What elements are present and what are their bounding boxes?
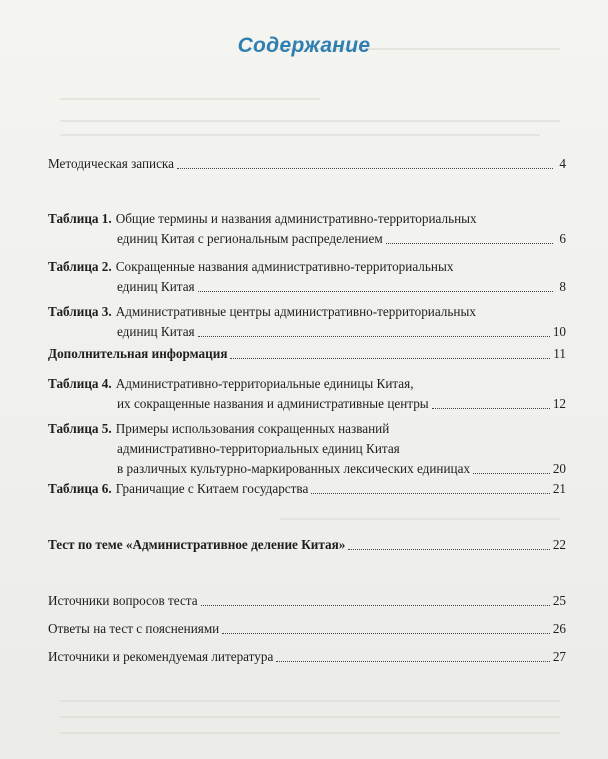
toc-entry[interactable] xyxy=(48,209,566,249)
toc-page-number: 25 xyxy=(552,593,566,608)
page-title: Содержание xyxy=(237,34,371,57)
bleed-through-line xyxy=(60,700,560,702)
dot-leader xyxy=(276,660,550,662)
toc-entry-label: Таблица 2. xyxy=(48,259,112,274)
toc-entry-text: Тест по теме «Административное деление Китая» xyxy=(48,537,346,552)
toc-entry-text: единиц Китая xyxy=(117,324,195,339)
toc-entry-label: Таблица 3. xyxy=(48,304,112,319)
toc-entry-text: Ответы на тест с пояснениями xyxy=(48,621,220,636)
toc-entry[interactable] xyxy=(48,374,566,414)
toc-entry[interactable] xyxy=(48,619,566,639)
toc-entry-text: их сокращенные названия и административные центры xyxy=(117,396,429,411)
toc-entry[interactable] xyxy=(48,154,566,174)
toc-entry-text: Административные центры административно-территориальных xyxy=(115,304,476,319)
toc-entry-label: Таблица 4. xyxy=(48,376,112,391)
dot-leader xyxy=(222,632,550,634)
toc-entry-text: единиц Китая xyxy=(117,279,195,294)
toc-entry-text: единиц Китая с региональным распределением xyxy=(117,231,383,246)
toc-entry[interactable] xyxy=(48,647,566,667)
dot-leader xyxy=(198,290,553,292)
toc-entry-text: Сокращенные названия административно-территориальных xyxy=(115,259,454,274)
toc-page-number: 6 xyxy=(559,231,566,246)
toc-page-number: 21 xyxy=(552,481,566,496)
toc-entry[interactable] xyxy=(48,479,566,499)
toc-page-number: 22 xyxy=(552,537,566,552)
dot-leader xyxy=(473,472,550,474)
toc-page-number: 12 xyxy=(552,396,566,411)
toc-entry-label: Таблица 1. xyxy=(48,211,112,226)
toc-entry[interactable] xyxy=(48,302,566,342)
toc-page-number: 20 xyxy=(552,461,566,476)
dot-leader xyxy=(177,167,553,169)
toc-entry-text: Дополнительная информация xyxy=(48,346,228,361)
toc-entry[interactable] xyxy=(48,257,566,297)
toc-entry-text: Источники вопросов теста xyxy=(48,593,198,608)
bleed-through-line xyxy=(60,732,560,734)
toc-entry-text: Методическая записка xyxy=(48,156,174,171)
toc-page-number: 8 xyxy=(559,279,566,294)
toc-entry-text: Административно-территориальные единицы Китая, xyxy=(115,376,414,391)
toc-page-number: 11 xyxy=(553,346,566,361)
dot-leader xyxy=(386,242,553,244)
toc-entry-text: административно-территориальных единиц Китая xyxy=(117,441,400,456)
dot-leader xyxy=(348,548,549,550)
bleed-through-line xyxy=(60,120,560,122)
toc-entry[interactable] xyxy=(48,591,566,611)
toc-entry-text: Граничащие с Китаем государства xyxy=(115,481,309,496)
dot-leader xyxy=(198,335,550,337)
toc-entry-text: в различных культурно-маркированных лексических единицах xyxy=(117,461,471,476)
toc-entry[interactable] xyxy=(48,535,566,555)
bleed-through-line xyxy=(280,518,560,520)
bleed-through-line xyxy=(60,98,320,100)
toc-page-number: 26 xyxy=(552,621,566,636)
toc-entry[interactable] xyxy=(48,344,566,364)
dot-leader xyxy=(311,492,550,494)
bleed-through-line xyxy=(60,134,540,136)
toc-entry-label: Таблица 6. xyxy=(48,481,112,496)
dot-leader xyxy=(230,357,550,359)
toc-page-number: 27 xyxy=(552,649,566,664)
dot-leader xyxy=(201,604,550,606)
toc-entry-text: Примеры использования сокращенных названий xyxy=(115,421,390,436)
toc-entry-text: Общие термины и названия административно-территориальных xyxy=(115,211,477,226)
dot-leader xyxy=(432,407,550,409)
toc-entry-label: Таблица 5. xyxy=(48,421,112,436)
toc-page-number: 4 xyxy=(559,156,566,171)
bleed-through-line xyxy=(60,716,560,718)
toc-entry[interactable] xyxy=(48,419,566,479)
toc-page-number: 10 xyxy=(552,324,566,339)
toc-entry-text: Источники и рекомендуемая литература xyxy=(48,649,274,664)
